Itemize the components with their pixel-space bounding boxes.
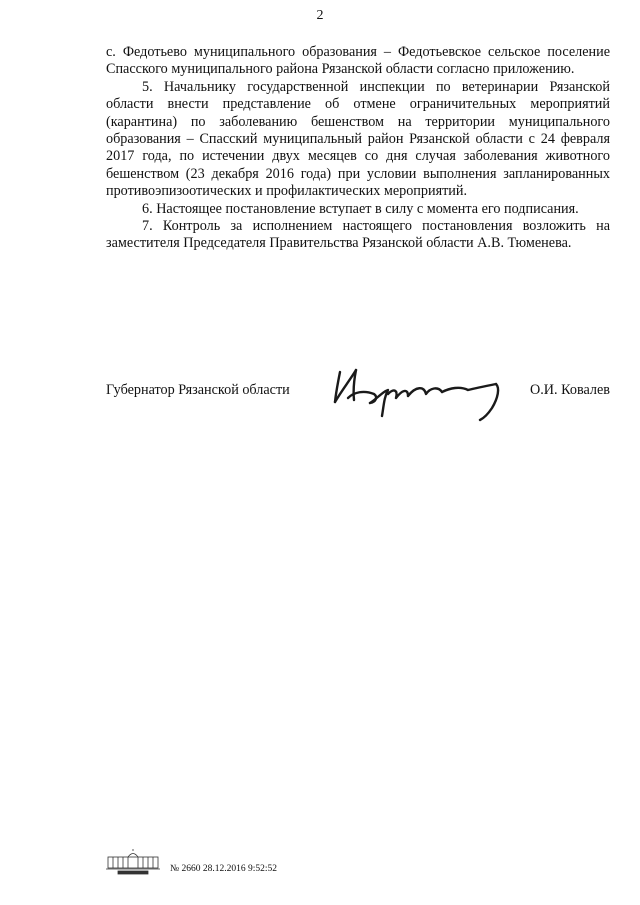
signature-block <box>106 372 610 432</box>
paragraph-continuation: с. Федотьево муниципального образования – Федотьевское сельское поселение Спасского муниципального района Рязанской области согласно приложению. <box>106 44 610 78</box>
document-footer <box>104 848 334 878</box>
signatory-position: Губернатор Рязанской области <box>106 382 290 398</box>
signatory-name: О.И. Ковалев <box>530 382 610 398</box>
handwritten-signature-icon <box>326 364 511 424</box>
paragraph-item-5: 5. Начальнику государственной инспекции по ветеринарии Рязанской области внести представление об отмене ограничительных мероприятий (карантина) по заболеванию бешенством на территории муниципального образования – Спасский муниципальный район Рязанской области с 24 февраля 2017 года, по истечении двух месяцев со дня случая заболевания животного бешенством (23 декабря 2016 года) при условии выполнения запланированных противоэпизоотических и профилактических мероприятий. <box>106 78 610 200</box>
paragraph-item-6: 6. Настоящее постановление вступает в силу с момента его подписания. <box>142 200 579 217</box>
document-body <box>106 44 610 253</box>
page-number: 2 <box>316 8 324 23</box>
government-building-logo-icon <box>104 848 162 876</box>
paragraph-item-7: 7. Контроль за исполнением настоящего постановления возложить на заместителя Председателя Правительства Рязанской области А.В. Тюменева. <box>106 218 610 252</box>
registration-stamp: № 2660 28.12.2016 9:52:52 <box>170 864 277 874</box>
